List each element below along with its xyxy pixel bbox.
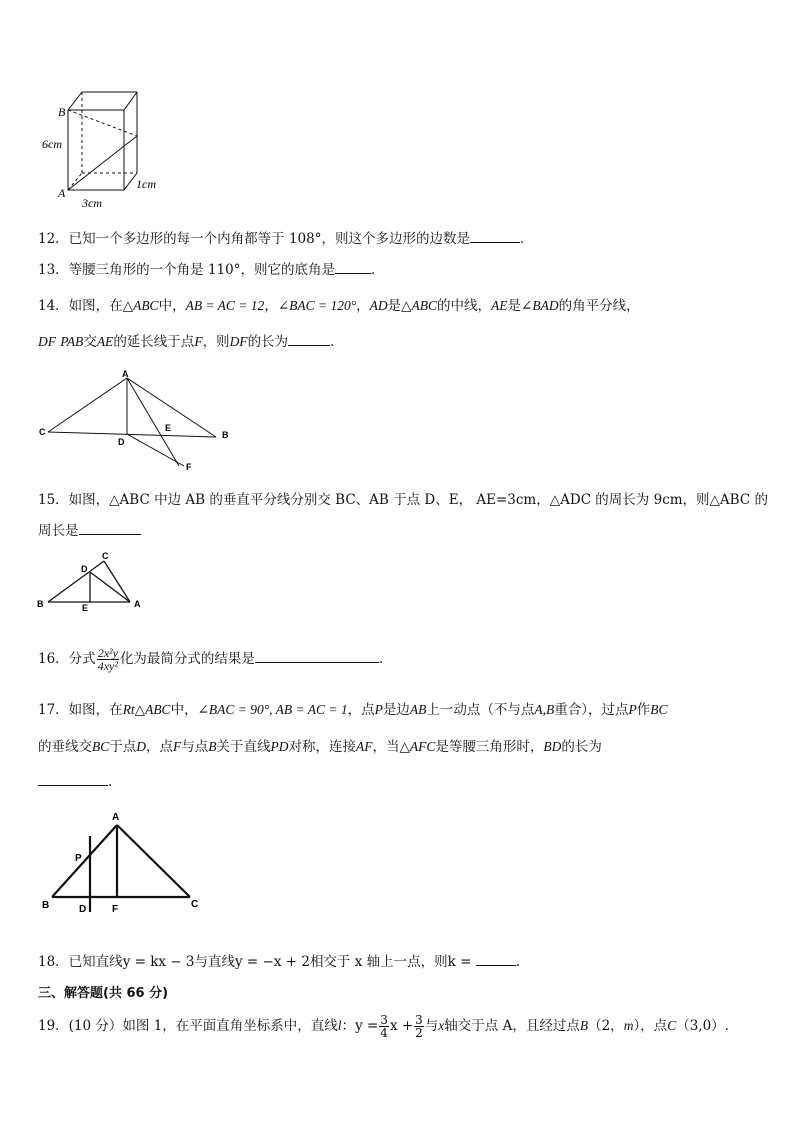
box-figure [40,86,170,211]
fraction: $\frac{\text{2x²y}}{\text{4xy²}}$ [97,646,118,673]
question-13: 13．等腰三角形的一个角是 110°，则它的底角是 ． [38,262,385,278]
fig17-label-P: P [75,853,82,864]
fig14-label-D: D [118,437,125,447]
fig17-label-A: A [112,812,120,823]
fig17-label-C: C [191,899,199,910]
triangle-figure-15 [34,548,154,614]
answer-blank[interactable] [255,649,379,663]
answer-blank[interactable] [335,260,371,274]
question-15-line1: 15．如图，△ABC 中边 AB 的垂直平分线分别交 BC、AB 于点 D、E， AE=3cm，△ADC 的周长为 9cm，则△ABC 的 [38,492,768,508]
fig11-label-depth: 1cm [136,177,156,191]
question-12: 12．已知一个多边形的每一个内角都等于 108°，则这个多边形的边数是 ． [38,231,534,247]
fig15-label-C: C [102,551,109,561]
fig15-label-A: A [134,599,141,609]
fig14-label-C: C [39,427,46,437]
fig17-label-B: B [42,900,50,911]
triangle-figure-17 [36,806,216,918]
answer-blank[interactable] [79,521,141,535]
fig14-label-B: B [222,430,229,440]
fig11-label-A: A [58,186,66,200]
question-17-line2: 的垂线交BC于点D，点F与点B关于直线PD对称，连接AF，当△AFC是等腰三角形时，BD的长为 [38,739,602,755]
fig14-label-A: A [122,369,129,379]
answer-blank[interactable] [38,772,108,786]
fig14-label-E: E [165,423,172,433]
fig17-label-F: F [112,904,119,915]
fraction: $\frac{3}{2}$ [415,1013,423,1040]
question-14-line1: 14．如图，在△ABC中，AB = AC = 12，∠BAC = 120°，AD是△ABC的中线，AE是∠BAD的角平分线， [38,298,640,314]
fig11-label-height: 6cm [42,137,62,151]
fig14-label-F: F [186,462,192,472]
question-17-line3: . [38,772,112,791]
answer-blank[interactable] [470,229,520,243]
answer-blank[interactable] [476,952,516,966]
triangle-figure-14 [36,366,246,476]
fig15-label-D: D [81,564,88,574]
fig11-label-width: 3cm [82,196,102,210]
fraction: $\frac{3}{4}$ [380,1013,388,1040]
section-heading: 三、解答题(共 66 分) [38,986,169,1001]
question-16: 16．分式 $\frac{\text{2x²y}}{\text{4xy²}}$ 化为最简分式的结果是 ． [38,646,393,673]
fig15-label-B: B [37,599,44,609]
fig15-label-E: E [82,603,89,613]
question-14-line2: DF PAB交AE的延长线于点F，则DF的长为 ． [38,334,344,350]
question-19: 19．(10 分）如图 1，在平面直角坐标系中，直线l：y = $\frac{3}{4}$ x + $\frac{3}{2}$ 与x轴交于点 A，且经过点B（2，m），点C（3,0）. [38,1013,729,1040]
fig11-label-B: B [58,105,66,119]
answer-blank[interactable] [288,332,330,346]
question-17-line1: 17．如图，在Rt△ABC中，∠BAC = 90°, AB = AC = 1，点P是边AB上一动点（不与点A,B重合），过点P作BC [38,702,668,718]
question-18: 18．已知直线y = kx − 3与直线y = −x + 2相交于 x 轴上一点，则k = . [38,954,521,970]
question-15-line2: 周长是 [38,521,141,540]
fig17-label-D: D [79,904,87,915]
